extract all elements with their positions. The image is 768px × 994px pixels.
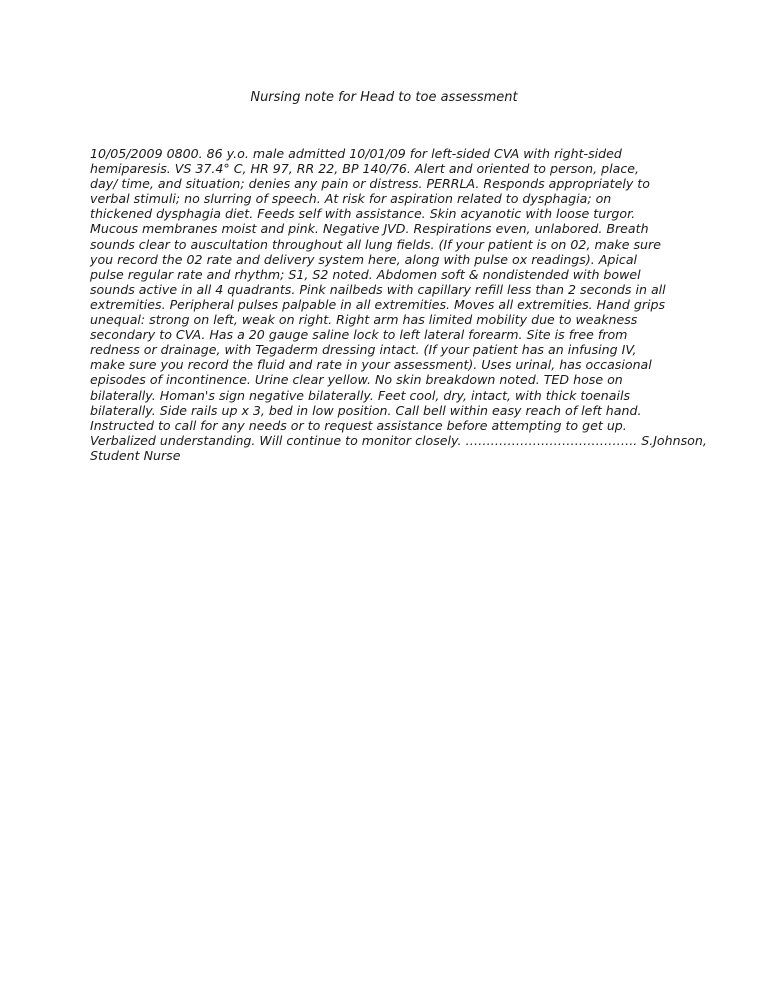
document-title: Nursing note for Head to toe assessment — [250, 90, 518, 105]
nursing-note-body — [90, 146, 707, 463]
note-line: sounds active in all 4 quadrants. Pink nailbeds with capillary refill less than 2 seconds in all — [90, 281, 666, 297]
note-line: day/ time, and situation; denies any pain or distress. PERRLA. Responds appropriately to — [90, 176, 650, 192]
note-line: thickened dysphagia diet. Feeds self with assistance. Skin acyanotic with loose turgor. — [90, 206, 636, 222]
note-line: sounds clear to auscultation throughout all lung fields. (If your patient is on 02, make sure — [90, 236, 661, 252]
note-line: secondary to CVA. Has a 20 gauge saline lock to left lateral forearm. Site is free from — [90, 327, 628, 343]
note-line: Student Nurse — [90, 447, 181, 463]
note-line: extremities. Peripheral pulses palpable in all extremities. Moves all extremities. Hand grips — [90, 296, 666, 312]
note-line: Instructed to call for any needs or to request assistance before attempting to get up. — [90, 417, 627, 433]
note-line: bilaterally. Side rails up x 3, bed in low position. Call bell within easy reach of left hand. — [90, 402, 642, 418]
note-line: bilaterally. Homan's sign negative bilaterally. Feet cool, dry, intact, with thick toenails — [90, 387, 631, 403]
note-line: Verbalized understanding. Will continue to monitor closely. ………………………………….. S.Johnson, — [90, 432, 707, 448]
note-line: hemiparesis. VS 37.4° C, HR 97, RR 22, BP 140/76. Alert and oriented to person, place, — [90, 161, 640, 177]
note-line: make sure you record the fluid and rate in your assessment). Uses urinal, has occasional — [90, 357, 652, 373]
note-line: unequal: strong on left, weak on right. Right arm has limited mobility due to weakness — [90, 312, 638, 328]
note-line: pulse regular rate and rhythm; S1, S2 noted. Abdomen soft & nondistended with bowel — [90, 266, 641, 282]
note-line: redness or drainage, with Tegaderm dressing intact. (If your patient has an infusing IV, — [90, 342, 637, 358]
note-line: you record the 02 rate and delivery system here, along with pulse ox readings). Apical — [90, 251, 638, 267]
note-line: verbal stimuli; no slurring of speech. At risk for aspiration related to dysphagia; on — [90, 191, 612, 207]
note-line: episodes of incontinence. Urine clear yellow. No skin breakdown noted. TED hose on — [90, 372, 623, 388]
note-line: 10/05/2009 0800. 86 y.o. male admitted 10/01/09 for left-sided CVA with right-sided — [90, 146, 622, 161]
note-line: Mucous membranes moist and pink. Negative JVD. Respirations even, unlabored. Breath — [90, 221, 649, 237]
